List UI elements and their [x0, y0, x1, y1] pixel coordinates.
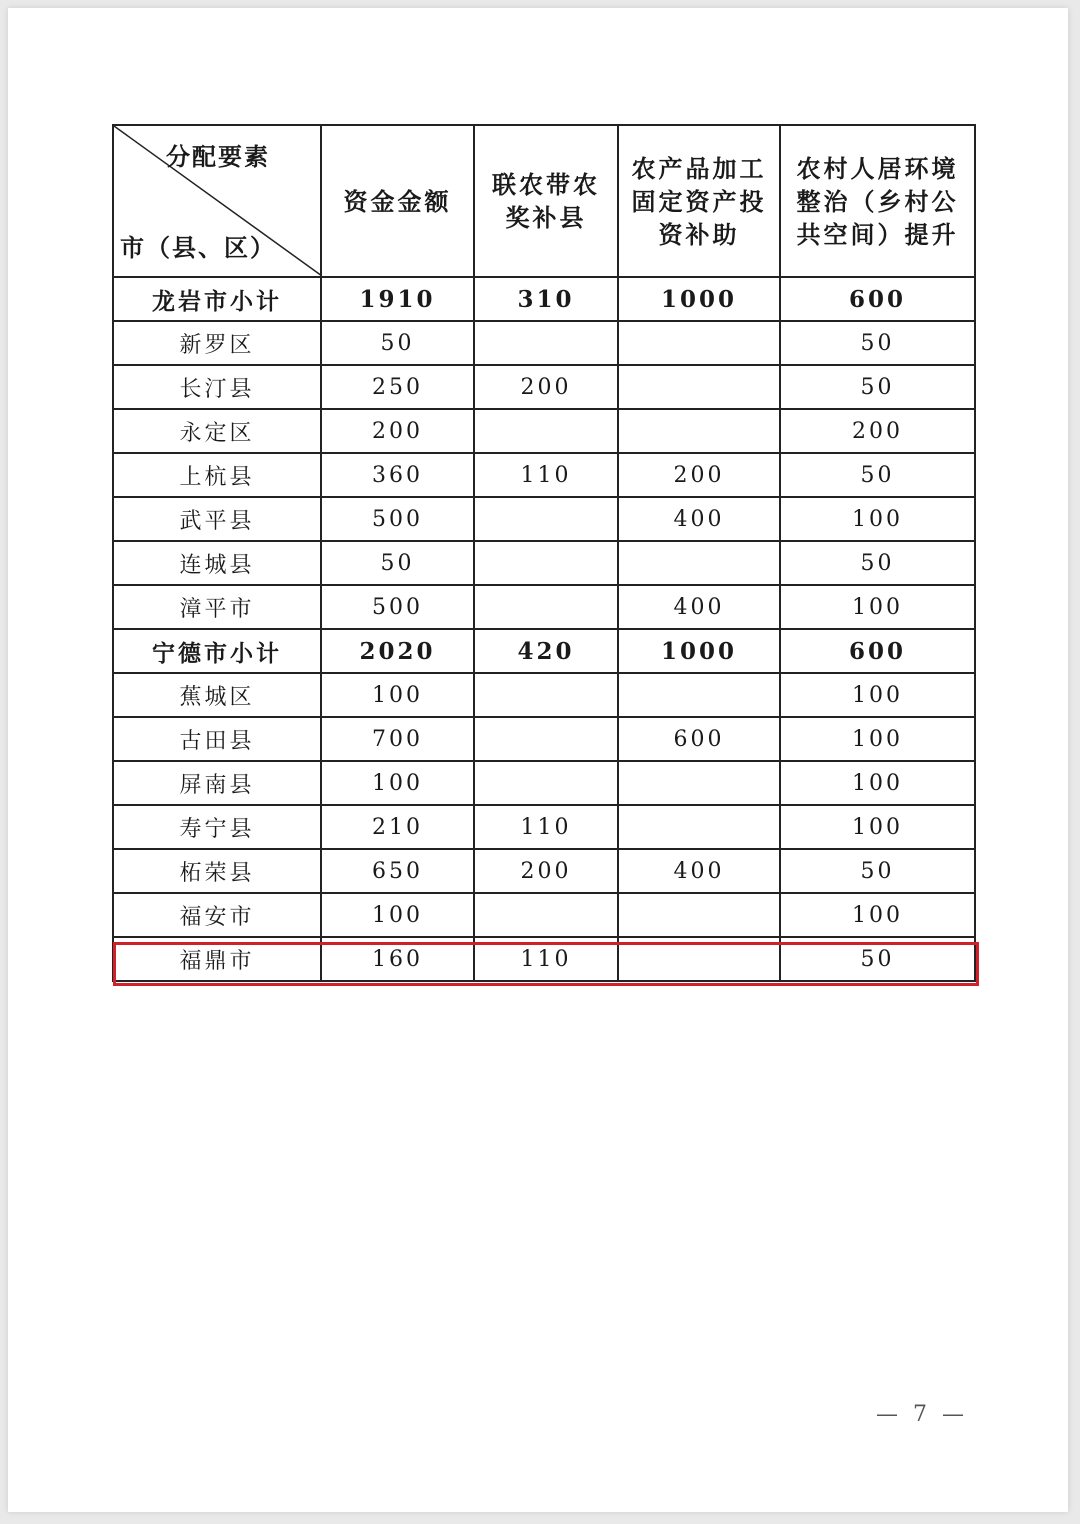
- value-cell: [474, 673, 618, 717]
- value-cell: 310: [474, 277, 618, 321]
- value-cell: 200: [321, 409, 474, 453]
- value-cell: 100: [780, 805, 975, 849]
- table-row: [113, 409, 975, 453]
- value-cell: [618, 321, 780, 365]
- value-cell: [618, 409, 780, 453]
- value-cell: 500: [321, 497, 474, 541]
- value-cell: 100: [321, 673, 474, 717]
- table-row: [113, 497, 975, 541]
- value-cell: 50: [780, 849, 975, 893]
- value-cell: 700: [321, 717, 474, 761]
- table-row: [113, 453, 975, 497]
- header-row: [113, 125, 975, 277]
- value-cell: 600: [618, 717, 780, 761]
- region-cell: 蕉城区: [113, 673, 321, 717]
- value-cell: 100: [780, 585, 975, 629]
- value-cell: 250: [321, 365, 474, 409]
- value-cell: [474, 717, 618, 761]
- value-cell: 50: [780, 453, 975, 497]
- value-cell: 1910: [321, 277, 474, 321]
- corner-bottom-label: 市（县、区）: [120, 233, 276, 262]
- table-row: [113, 365, 975, 409]
- value-cell: 420: [474, 629, 618, 673]
- subtotal-row: [113, 277, 975, 321]
- value-cell: 600: [780, 629, 975, 673]
- value-cell: 400: [618, 849, 780, 893]
- value-cell: 400: [618, 585, 780, 629]
- table-row: [113, 717, 975, 761]
- value-cell: 50: [780, 365, 975, 409]
- value-cell: 200: [618, 453, 780, 497]
- page-number: — 7 —: [876, 1402, 968, 1427]
- table-row: [113, 849, 975, 893]
- region-cell: 屏南县: [113, 761, 321, 805]
- column-header-environment: 农村人居环境整治（乡村公共空间）提升: [780, 125, 975, 277]
- table-row: [113, 321, 975, 365]
- value-cell: 50: [321, 321, 474, 365]
- table-row: [113, 585, 975, 629]
- value-cell: [618, 365, 780, 409]
- value-cell: 100: [321, 893, 474, 937]
- value-cell: 100: [780, 673, 975, 717]
- value-cell: [474, 585, 618, 629]
- column-header-processing-subsidy: 农产品加工固定资产投资补助: [618, 125, 780, 277]
- region-cell: 漳平市: [113, 585, 321, 629]
- value-cell: 1000: [618, 629, 780, 673]
- value-cell: 50: [780, 541, 975, 585]
- value-cell: 1000: [618, 277, 780, 321]
- value-cell: 50: [780, 321, 975, 365]
- value-cell: 200: [474, 849, 618, 893]
- region-cell: 福鼎市: [113, 937, 321, 981]
- value-cell: 50: [780, 937, 975, 981]
- value-cell: 160: [321, 937, 474, 981]
- value-cell: 110: [474, 805, 618, 849]
- value-cell: [474, 321, 618, 365]
- region-cell: 宁德市小计: [113, 629, 321, 673]
- table-row: [113, 893, 975, 937]
- value-cell: 110: [474, 937, 618, 981]
- corner-top-label: 分配要素: [166, 142, 270, 171]
- value-cell: [474, 761, 618, 805]
- table-row: [113, 761, 975, 805]
- column-header-farmer-linkage: 联农带农奖补县: [474, 125, 618, 277]
- table-row: [113, 937, 975, 981]
- value-cell: [474, 541, 618, 585]
- value-cell: 600: [780, 277, 975, 321]
- value-cell: [618, 673, 780, 717]
- value-cell: 210: [321, 805, 474, 849]
- value-cell: [474, 409, 618, 453]
- value-cell: 200: [474, 365, 618, 409]
- region-cell: 武平县: [113, 497, 321, 541]
- region-cell: 新罗区: [113, 321, 321, 365]
- value-cell: 100: [321, 761, 474, 805]
- value-cell: 500: [321, 585, 474, 629]
- value-cell: 360: [321, 453, 474, 497]
- value-cell: [618, 761, 780, 805]
- table-row: [113, 673, 975, 717]
- region-cell: 上杭县: [113, 453, 321, 497]
- value-cell: 110: [474, 453, 618, 497]
- value-cell: 100: [780, 893, 975, 937]
- value-cell: 100: [780, 717, 975, 761]
- value-cell: [618, 937, 780, 981]
- region-cell: 福安市: [113, 893, 321, 937]
- region-cell: 永定区: [113, 409, 321, 453]
- subtotal-row: [113, 629, 975, 673]
- value-cell: 200: [780, 409, 975, 453]
- region-cell: 柘荣县: [113, 849, 321, 893]
- value-cell: [618, 893, 780, 937]
- table-row: [113, 805, 975, 849]
- value-cell: 100: [780, 497, 975, 541]
- value-cell: 100: [780, 761, 975, 805]
- region-cell: 龙岩市小计: [113, 277, 321, 321]
- allocation-table: [112, 124, 976, 982]
- document-page: [8, 8, 1068, 1512]
- region-cell: 寿宁县: [113, 805, 321, 849]
- table-row: [113, 541, 975, 585]
- region-cell: 长汀县: [113, 365, 321, 409]
- value-cell: [618, 541, 780, 585]
- value-cell: [474, 893, 618, 937]
- value-cell: [618, 805, 780, 849]
- value-cell: 650: [321, 849, 474, 893]
- value-cell: 2020: [321, 629, 474, 673]
- region-cell: 连城县: [113, 541, 321, 585]
- column-header-amount: 资金金额: [321, 125, 474, 277]
- value-cell: [474, 497, 618, 541]
- value-cell: 50: [321, 541, 474, 585]
- value-cell: 400: [618, 497, 780, 541]
- region-cell: 古田县: [113, 717, 321, 761]
- corner-header: [113, 125, 321, 277]
